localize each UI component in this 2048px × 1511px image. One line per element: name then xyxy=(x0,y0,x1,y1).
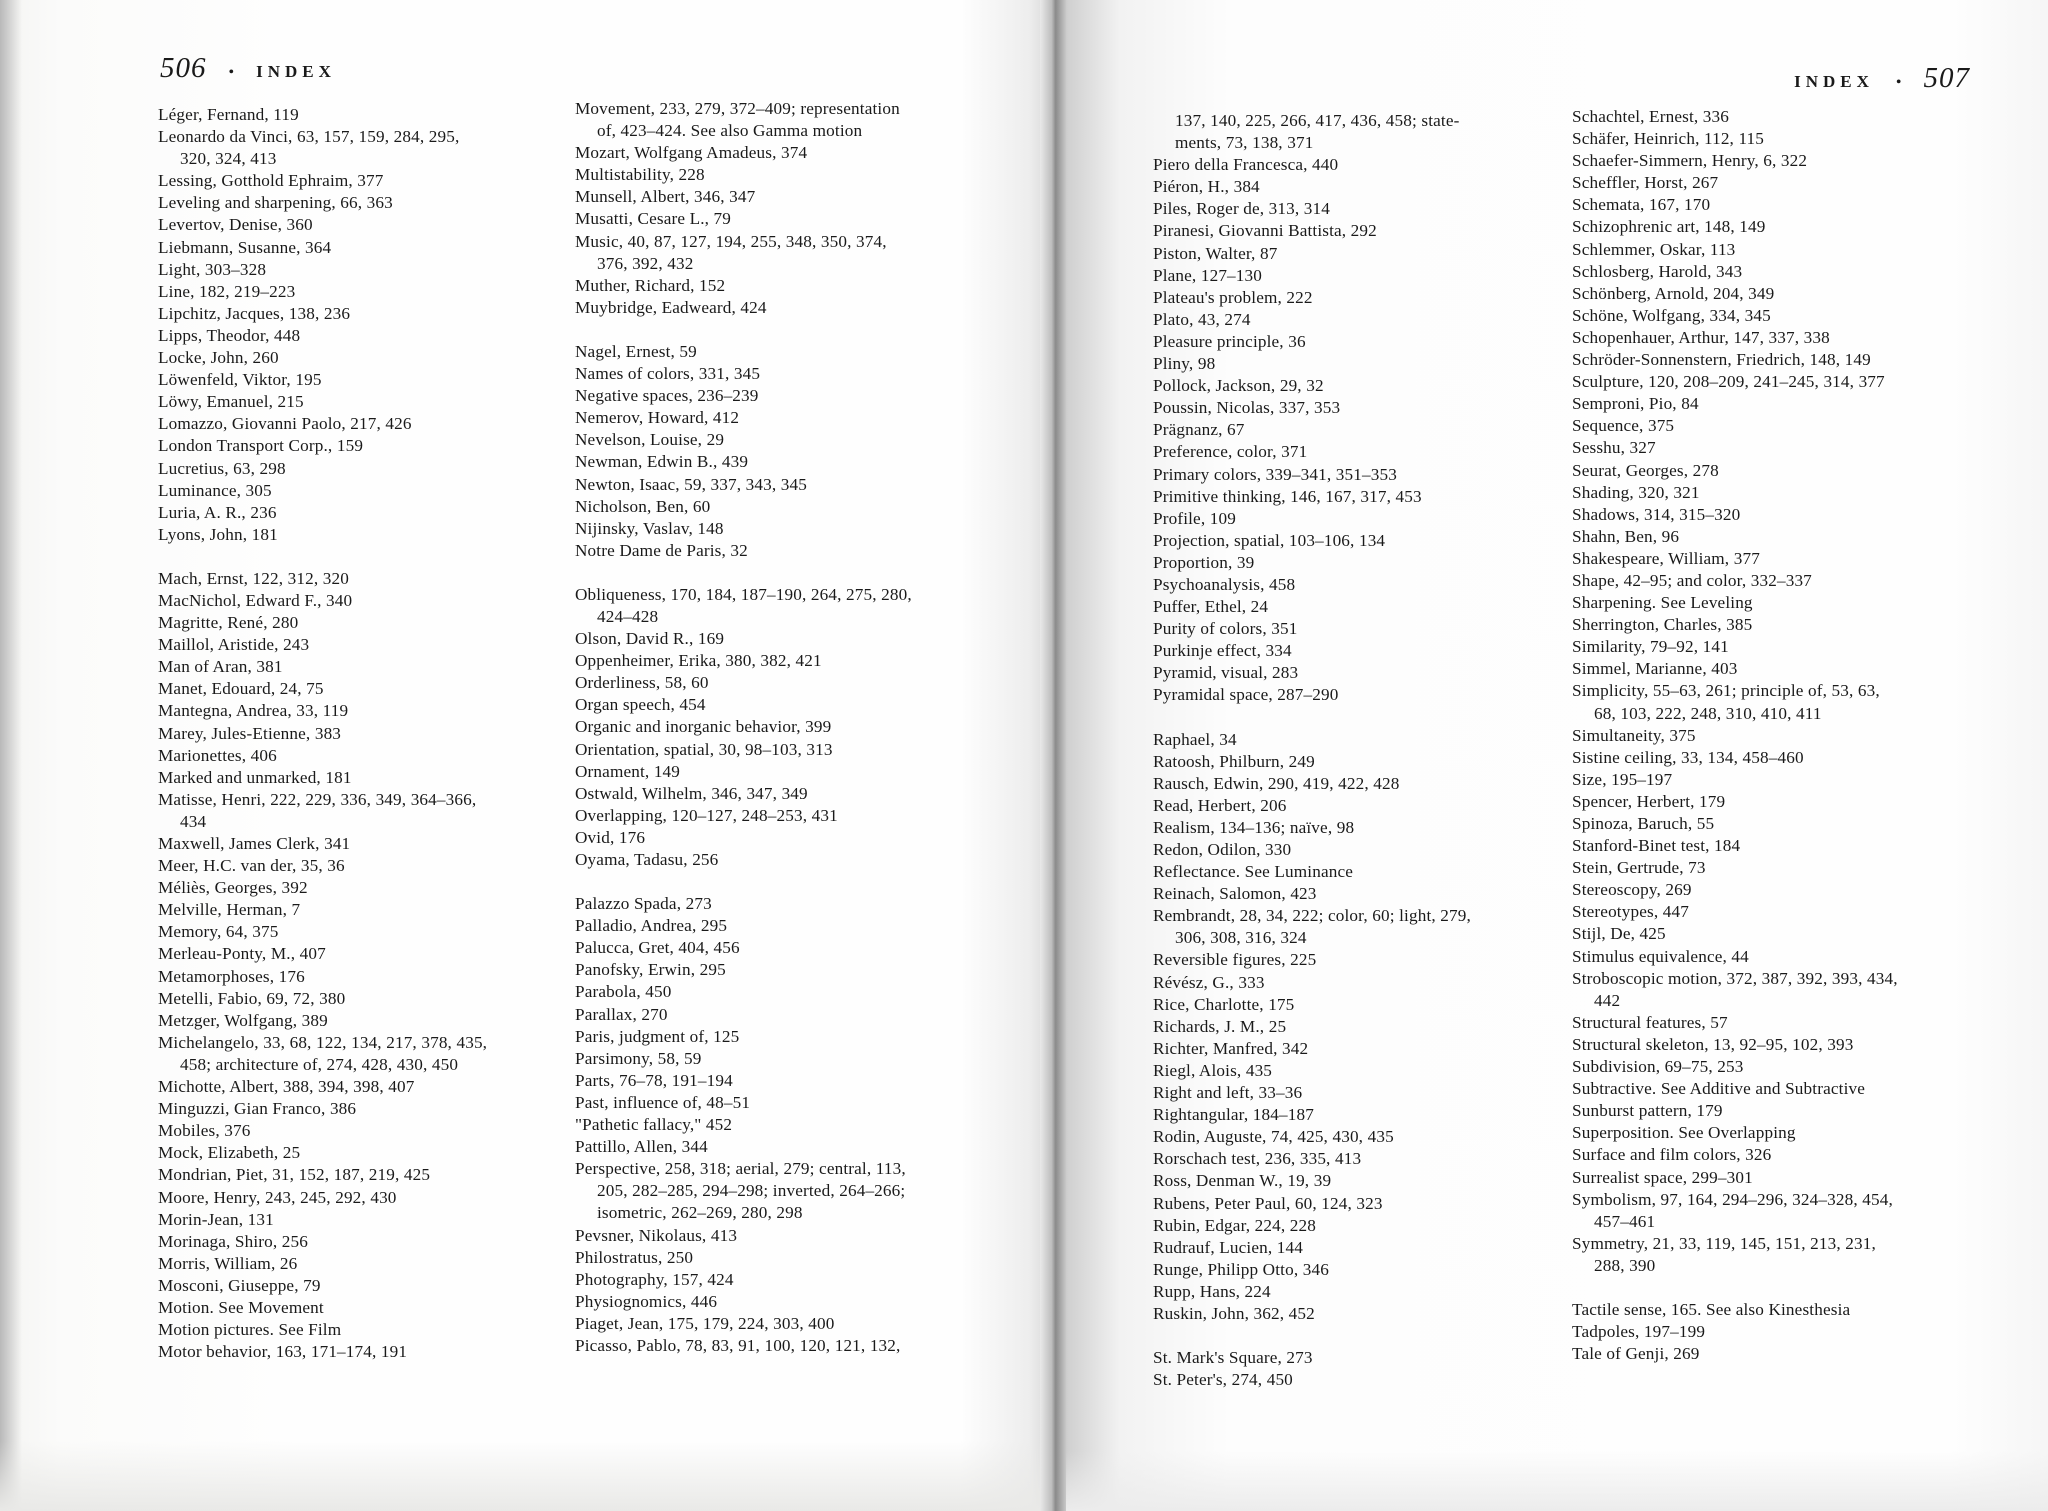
index-entry: Marked and unmarked, 181 xyxy=(158,767,352,787)
index-entry: Schlosberg, Harold, 343 xyxy=(1572,261,1743,281)
index-entry: Piéron, H., 384 xyxy=(1153,177,1260,197)
index-entry: Rodin, Auguste, 74, 425, 430, 435 xyxy=(1153,1127,1394,1147)
index-entry: Oyama, Tadasu, 256 xyxy=(575,850,719,869)
index-entry: Overlapping, 120–127, 248–253, 431 xyxy=(575,805,838,825)
index-entry: Organ speech, 454 xyxy=(575,695,706,715)
header-bullet: • xyxy=(228,64,235,81)
index-entry: Simmel, Marianne, 403 xyxy=(1572,659,1738,679)
index-entry: Sharpening. See Leveling xyxy=(1572,593,1753,613)
running-head: INDEX xyxy=(1794,72,1874,91)
index-entry: Matisse, Henri, 222, 229, 336, 349, 364–366, xyxy=(158,789,477,809)
index-entry: Muther, Richard, 152 xyxy=(575,275,726,295)
index-entry: Perspective, 258, 318; aerial, 279; central, 113, xyxy=(575,1159,906,1179)
index-entry: Palucca, Gret, 404, 456 xyxy=(575,938,740,958)
index-entry: Magritte, René, 280 xyxy=(158,613,299,633)
index-entry: Rupp, Hans, 224 xyxy=(1153,1281,1271,1301)
right-page-header xyxy=(1794,62,1970,95)
index-entry: Nagel, Ernest, 59 xyxy=(575,341,697,361)
index-entry: Metamorphoses, 176 xyxy=(158,966,305,986)
index-entry: Rembrandt, 28, 34, 222; color, 60; light, 279, xyxy=(1153,906,1471,926)
index-entry: Sculpture, 120, 208–209, 241–245, 314, 377 xyxy=(1572,372,1885,392)
index-entry: Preference, color, 371 xyxy=(1153,442,1308,462)
index-entry: Stroboscopic motion, 372, 387, 392, 393, 434, xyxy=(1572,968,1898,988)
index-entry: Piles, Roger de, 313, 314 xyxy=(1153,199,1331,219)
index-entry: Light, 303–328 xyxy=(158,259,267,279)
index-entry: Merleau-Ponty, M., 407 xyxy=(158,944,326,964)
index-entry: Simplicity, 55–63, 261; principle of, 53, 63, xyxy=(1572,681,1880,701)
index-entry: Pyramidal space, 287–290 xyxy=(1153,685,1339,705)
index-entry: Movement, 233, 279, 372–409; representation xyxy=(575,99,900,118)
index-entry: Morris, William, 26 xyxy=(158,1253,298,1273)
left-page-header xyxy=(160,52,336,85)
index-entry: Subdivision, 69–75, 253 xyxy=(1572,1057,1744,1077)
index-entry: Moore, Henry, 243, 245, 292, 430 xyxy=(158,1187,397,1207)
letter-group-gap xyxy=(1572,1277,1992,1299)
index-entry: 376, 392, 432 xyxy=(597,253,694,273)
index-entry: Rubens, Peter Paul, 60, 124, 323 xyxy=(1153,1193,1383,1213)
index-entry: Organic and inorganic behavior, 399 xyxy=(575,717,832,737)
index-entry: 457–461 xyxy=(1594,1211,1656,1231)
index-entry: Michelangelo, 33, 68, 122, 134, 217, 378, 435, xyxy=(158,1032,488,1052)
page-number: 507 xyxy=(1923,62,1970,94)
index-entry: Projection, spatial, 103–106, 134 xyxy=(1153,530,1386,550)
index-entry: of, 423–424. See also Gamma motion xyxy=(597,121,863,141)
index-entry: Révész, G., 333 xyxy=(1153,972,1265,992)
index-entry: Stereoscopy, 269 xyxy=(1572,880,1692,900)
letter-group-gap xyxy=(1153,707,1573,729)
letter-group-gap xyxy=(575,319,995,341)
index-entry: Stijl, De, 425 xyxy=(1572,924,1666,944)
index-entry: Lomazzo, Giovanni Paolo, 217, 426 xyxy=(158,414,412,434)
index-entry: Poussin, Nicolas, 337, 353 xyxy=(1153,398,1341,418)
index-entry: Schaefer-Simmern, Henry, 6, 322 xyxy=(1572,151,1808,171)
index-entry: Similarity, 79–92, 141 xyxy=(1572,637,1729,657)
index-entry: Sequence, 375 xyxy=(1572,416,1675,436)
index-entry: Nijinsky, Vaslav, 148 xyxy=(575,518,724,538)
index-entry: Subtractive. See Additive and Subtractive xyxy=(1572,1079,1866,1099)
running-head: INDEX xyxy=(256,62,336,81)
index-entry: Morinaga, Shiro, 256 xyxy=(158,1231,309,1251)
letter-group-gap xyxy=(575,871,995,893)
index-entry: Leveling and sharpening, 66, 363 xyxy=(158,193,393,213)
index-entry: Pevsner, Nikolaus, 413 xyxy=(575,1225,738,1245)
index-entry: Rorschach test, 236, 335, 413 xyxy=(1153,1149,1362,1169)
index-entry: Symbolism, 97, 164, 294–296, 324–328, 454, xyxy=(1572,1189,1893,1209)
index-entry: Primary colors, 339–341, 351–353 xyxy=(1153,464,1397,484)
index-entry: Lyons, John, 181 xyxy=(158,524,278,544)
index-entry: Schemata, 167, 170 xyxy=(1572,195,1711,215)
index-entry: Leonardo da Vinci, 63, 157, 159, 284, 295, xyxy=(158,127,460,147)
index-entry: 434 xyxy=(180,811,207,831)
page-number: 506 xyxy=(160,52,207,84)
index-entry: Mantegna, Andrea, 33, 119 xyxy=(158,701,349,721)
index-column-4 xyxy=(1572,106,1992,1365)
index-entry: Reversible figures, 225 xyxy=(1153,950,1317,970)
index-entry: Piero della Francesca, 440 xyxy=(1153,155,1339,175)
index-entry: Ovid, 176 xyxy=(575,827,646,847)
index-entry: Maillol, Aristide, 243 xyxy=(158,635,310,655)
index-entry: Muybridge, Eadweard, 424 xyxy=(575,297,767,317)
index-entry: Pollock, Jackson, 29, 32 xyxy=(1153,376,1324,396)
index-entry: Rudrauf, Lucien, 144 xyxy=(1153,1237,1304,1257)
index-entry: Surrealist space, 299–301 xyxy=(1572,1167,1753,1187)
index-entry: Luria, A. R., 236 xyxy=(158,502,277,522)
index-entry: Seurat, Georges, 278 xyxy=(1572,460,1719,480)
index-entry: Prägnanz, 67 xyxy=(1153,420,1245,440)
index-entry: Musatti, Cesare L., 79 xyxy=(575,209,732,229)
index-entry: 137, 140, 225, 266, 417, 436, 458; state- xyxy=(1175,111,1460,130)
index-entry: Piranesi, Giovanni Battista, 292 xyxy=(1153,221,1377,241)
index-entry: Surface and film colors, 326 xyxy=(1572,1145,1772,1165)
index-entry: Parallax, 270 xyxy=(575,1004,668,1024)
index-entry: Mosconi, Giuseppe, 79 xyxy=(158,1275,321,1295)
index-entry: Lipchitz, Jacques, 138, 236 xyxy=(158,303,351,323)
index-entry: Orientation, spatial, 30, 98–103, 313 xyxy=(575,739,833,759)
index-entry: Physiognomics, 446 xyxy=(575,1291,718,1311)
index-entry: Motion pictures. See Film xyxy=(158,1320,342,1340)
index-entry: Ostwald, Wilhelm, 346, 347, 349 xyxy=(575,783,808,803)
index-entry: Schizophrenic art, 148, 149 xyxy=(1572,217,1766,237)
index-entry: Plane, 127–130 xyxy=(1153,265,1263,285)
index-entry: Munsell, Albert, 346, 347 xyxy=(575,187,756,207)
index-entry: Tale of Genji, 269 xyxy=(1572,1344,1700,1364)
index-entry: Melville, Herman, 7 xyxy=(158,900,301,920)
index-entry: St. Peter's, 274, 450 xyxy=(1153,1370,1293,1390)
index-entry: Löwy, Emanuel, 215 xyxy=(158,392,304,412)
index-entry: Structural skeleton, 13, 92–95, 102, 393 xyxy=(1572,1034,1854,1054)
index-entry: Philostratus, 250 xyxy=(575,1247,694,1267)
index-entry: Sunburst pattern, 179 xyxy=(1572,1101,1723,1121)
index-entry: Symmetry, 21, 33, 119, 145, 151, 213, 231, xyxy=(1572,1233,1876,1253)
index-entry: St. Mark's Square, 273 xyxy=(1153,1348,1313,1368)
index-entry: Plateau's problem, 222 xyxy=(1153,287,1313,307)
index-entry: Line, 182, 219–223 xyxy=(158,281,296,301)
index-entry: Marionettes, 406 xyxy=(158,745,277,765)
index-entry: Motion. See Movement xyxy=(158,1297,324,1317)
index-entry: Nemerov, Howard, 412 xyxy=(575,408,740,428)
index-entry: 458; architecture of, 274, 428, 430, 450 xyxy=(180,1054,459,1074)
index-entry: Primitive thinking, 146, 167, 317, 453 xyxy=(1153,486,1422,506)
index-entry: Palladio, Andrea, 295 xyxy=(575,916,728,936)
index-entry: Scheffler, Horst, 267 xyxy=(1572,173,1719,193)
index-column-2 xyxy=(575,98,995,1357)
index-entry: Realism, 134–136; naïve, 98 xyxy=(1153,817,1355,837)
index-entry: "Pathetic fallacy," 452 xyxy=(575,1115,733,1135)
index-entry: Schopenhauer, Arthur, 147, 337, 338 xyxy=(1572,327,1830,347)
index-entry: Schäfer, Heinrich, 112, 115 xyxy=(1572,129,1765,149)
index-entry: Lucretius, 63, 298 xyxy=(158,458,286,478)
index-entry: Superposition. See Overlapping xyxy=(1572,1123,1796,1143)
index-entry: Léger, Fernand, 119 xyxy=(158,105,299,124)
index-entry: Notre Dame de Paris, 32 xyxy=(575,540,748,560)
index-entry: Puffer, Ethel, 24 xyxy=(1153,597,1269,617)
index-entry: Read, Herbert, 206 xyxy=(1153,795,1287,815)
index-entry: Size, 195–197 xyxy=(1572,769,1673,789)
index-entry: 424–428 xyxy=(597,606,659,626)
index-entry: Panofsky, Erwin, 295 xyxy=(575,960,726,980)
index-entry: Paris, judgment of, 125 xyxy=(575,1026,740,1046)
index-entry: Löwenfeld, Viktor, 195 xyxy=(158,370,322,390)
index-entry: Lipps, Theodor, 448 xyxy=(158,325,301,345)
index-entry: Mondrian, Piet, 31, 152, 187, 219, 425 xyxy=(158,1165,431,1185)
index-entry: Metzger, Wolfgang, 389 xyxy=(158,1010,328,1030)
index-entry: Shahn, Ben, 96 xyxy=(1572,526,1680,546)
index-entry: Levertov, Denise, 360 xyxy=(158,215,313,235)
index-entry: Shape, 42–95; and color, 332–337 xyxy=(1572,570,1812,590)
index-entry: Profile, 109 xyxy=(1153,508,1236,528)
index-entry: Music, 40, 87, 127, 194, 255, 348, 350, 374, xyxy=(575,231,887,251)
index-entry: Stereotypes, 447 xyxy=(1572,902,1689,922)
index-entry: Ross, Denman W., 19, 39 xyxy=(1153,1171,1332,1191)
index-entry: Right and left, 33–36 xyxy=(1153,1083,1303,1103)
index-entry: Sherrington, Charles, 385 xyxy=(1572,615,1753,635)
index-entry: Schlemmer, Oskar, 113 xyxy=(1572,239,1736,259)
index-entry: Nevelson, Louise, 29 xyxy=(575,430,725,450)
index-entry: Locke, John, 260 xyxy=(158,348,279,368)
header-bullet: • xyxy=(1895,74,1902,91)
index-entry: Pleasure principle, 36 xyxy=(1153,331,1306,351)
index-entry: Shading, 320, 321 xyxy=(1572,482,1700,502)
index-entry: Pyramid, visual, 283 xyxy=(1153,663,1299,683)
index-entry: Ornament, 149 xyxy=(575,761,681,781)
index-entry: Piston, Walter, 87 xyxy=(1153,243,1278,263)
index-entry: Schönberg, Arnold, 204, 349 xyxy=(1572,283,1775,303)
index-entry: ments, 73, 138, 371 xyxy=(1175,133,1314,153)
index-entry: Nicholson, Ben, 60 xyxy=(575,496,711,516)
index-entry: Pattillo, Allen, 344 xyxy=(575,1137,708,1157)
index-entry: Marey, Jules-Etienne, 383 xyxy=(158,723,342,743)
index-entry: Rightangular, 184–187 xyxy=(1153,1105,1314,1125)
index-entry: 320, 324, 413 xyxy=(180,149,277,169)
index-entry: Oppenheimer, Erika, 380, 382, 421 xyxy=(575,651,822,671)
index-entry: 205, 282–285, 294–298; inverted, 264–266; xyxy=(597,1181,906,1201)
index-entry: Meer, H.C. van der, 35, 36 xyxy=(158,856,345,876)
index-entry: Psychoanalysis, 458 xyxy=(1153,574,1296,594)
index-entry: 288, 390 xyxy=(1594,1255,1656,1275)
index-entry: Shakespeare, William, 377 xyxy=(1572,548,1760,568)
index-entry: Stein, Gertrude, 73 xyxy=(1572,858,1706,878)
index-entry: Manet, Edouard, 24, 75 xyxy=(158,679,324,699)
index-entry: Richards, J. M., 25 xyxy=(1153,1016,1287,1036)
index-entry: Piaget, Jean, 175, 179, 224, 303, 400 xyxy=(575,1313,835,1333)
index-entry: Richter, Manfred, 342 xyxy=(1153,1038,1309,1058)
index-entry: Photography, 157, 424 xyxy=(575,1269,734,1289)
letter-group-gap xyxy=(158,546,578,568)
index-entry: London Transport Corp., 159 xyxy=(158,436,364,456)
index-entry: isometric, 262–269, 280, 298 xyxy=(597,1203,803,1223)
index-entry: Redon, Odilon, 330 xyxy=(1153,840,1292,859)
index-entry: Purity of colors, 351 xyxy=(1153,619,1298,639)
index-entry: Mozart, Wolfgang Amadeus, 374 xyxy=(575,143,808,163)
index-entry: Stimulus equivalence, 44 xyxy=(1572,946,1749,966)
index-entry: Structural features, 57 xyxy=(1572,1012,1728,1032)
index-entry: Past, influence of, 48–51 xyxy=(575,1092,751,1112)
index-entry: Schröder-Sonnenstern, Friedrich, 148, 149 xyxy=(1572,350,1871,370)
index-entry: Rice, Charlotte, 175 xyxy=(1153,994,1295,1014)
index-entry: Sesshu, 327 xyxy=(1572,438,1656,458)
book-gutter xyxy=(1040,0,1066,1511)
index-entry: 442 xyxy=(1594,990,1621,1010)
index-entry: Maxwell, James Clerk, 341 xyxy=(158,834,351,853)
index-entry: Luminance, 305 xyxy=(158,480,272,500)
index-entry: Parsimony, 58, 59 xyxy=(575,1048,702,1068)
index-entry: MacNichol, Edward F., 340 xyxy=(158,590,353,610)
index-entry: Mach, Ernst, 122, 312, 320 xyxy=(158,568,350,588)
index-entry: Newman, Edwin B., 439 xyxy=(575,452,749,472)
letter-group-gap xyxy=(575,562,995,584)
index-entry: Simultaneity, 375 xyxy=(1572,725,1696,745)
index-entry: Motor behavior, 163, 171–174, 191 xyxy=(158,1342,408,1362)
index-entry: Reinach, Salomon, 423 xyxy=(1153,884,1317,904)
index-entry: Morin-Jean, 131 xyxy=(158,1209,274,1229)
index-entry: Reflectance. See Luminance xyxy=(1153,862,1354,882)
index-entry: Michotte, Albert, 388, 394, 398, 407 xyxy=(158,1077,415,1097)
index-entry: Ratoosh, Philburn, 249 xyxy=(1153,751,1315,771)
index-entry: Parabola, 450 xyxy=(575,982,672,1002)
index-entry: Rubin, Edgar, 224, 228 xyxy=(1153,1215,1317,1235)
index-entry: Stanford-Binet test, 184 xyxy=(1572,836,1741,856)
index-entry: Plato, 43, 274 xyxy=(1153,309,1251,329)
index-entry: Purkinje effect, 334 xyxy=(1153,641,1292,661)
index-entry: Ruskin, John, 362, 452 xyxy=(1153,1303,1315,1323)
index-entry: Liebmann, Susanne, 364 xyxy=(158,237,332,257)
index-entry: Names of colors, 331, 345 xyxy=(575,364,761,384)
index-column-1 xyxy=(158,104,578,1363)
index-entry: Mobiles, 376 xyxy=(158,1121,251,1141)
index-entry: Man of Aran, 381 xyxy=(158,657,283,677)
index-entry: Sistine ceiling, 33, 134, 458–460 xyxy=(1572,747,1804,767)
index-entry: Picasso, Pablo, 78, 83, 91, 100, 120, 121, 132, xyxy=(575,1335,901,1355)
index-entry: Runge, Philipp Otto, 346 xyxy=(1153,1259,1329,1279)
index-entry: 68, 103, 222, 248, 310, 410, 411 xyxy=(1594,703,1822,723)
index-entry: Tadpoles, 197–199 xyxy=(1572,1322,1706,1342)
index-entry: Minguzzi, Gian Franco, 386 xyxy=(158,1099,357,1119)
index-entry: Semproni, Pio, 84 xyxy=(1572,394,1699,414)
index-entry: Lessing, Gotthold Ephraim, 377 xyxy=(158,171,384,191)
index-entry: Proportion, 39 xyxy=(1153,552,1255,572)
index-entry: Raphael, 34 xyxy=(1153,729,1237,749)
index-entry: Riegl, Alois, 435 xyxy=(1153,1060,1273,1080)
index-entry: Schöne, Wolfgang, 334, 345 xyxy=(1572,305,1771,325)
index-entry: Spinoza, Baruch, 55 xyxy=(1572,814,1715,833)
index-entry: Obliqueness, 170, 184, 187–190, 264, 275, 280, xyxy=(575,584,912,604)
index-column-3 xyxy=(1153,110,1573,1391)
index-entry: Memory, 64, 375 xyxy=(158,922,279,942)
index-entry: Shadows, 314, 315–320 xyxy=(1572,504,1741,524)
index-entry: Rausch, Edwin, 290, 419, 422, 428 xyxy=(1153,773,1400,793)
index-entry: Méliès, Georges, 392 xyxy=(158,878,308,898)
index-entry: Tactile sense, 165. See also Kinesthesia xyxy=(1572,1299,1851,1319)
index-entry: Palazzo Spada, 273 xyxy=(575,894,712,914)
index-entry: Metelli, Fabio, 69, 72, 380 xyxy=(158,988,346,1008)
index-entry: Newton, Isaac, 59, 337, 343, 345 xyxy=(575,474,808,494)
index-entry: Mock, Elizabeth, 25 xyxy=(158,1143,301,1163)
index-entry: Orderliness, 58, 60 xyxy=(575,673,709,693)
index-entry: 306, 308, 316, 324 xyxy=(1175,928,1307,948)
index-entry: Negative spaces, 236–239 xyxy=(575,386,759,406)
index-entry: Spencer, Herbert, 179 xyxy=(1572,791,1726,811)
letter-group-gap xyxy=(1153,1325,1573,1347)
index-entry: Schachtel, Ernest, 336 xyxy=(1572,107,1729,126)
index-entry: Olson, David R., 169 xyxy=(575,629,725,649)
index-entry: Pliny, 98 xyxy=(1153,354,1216,374)
index-entry: Parts, 76–78, 191–194 xyxy=(575,1070,733,1090)
index-entry: Multistability, 228 xyxy=(575,165,705,185)
